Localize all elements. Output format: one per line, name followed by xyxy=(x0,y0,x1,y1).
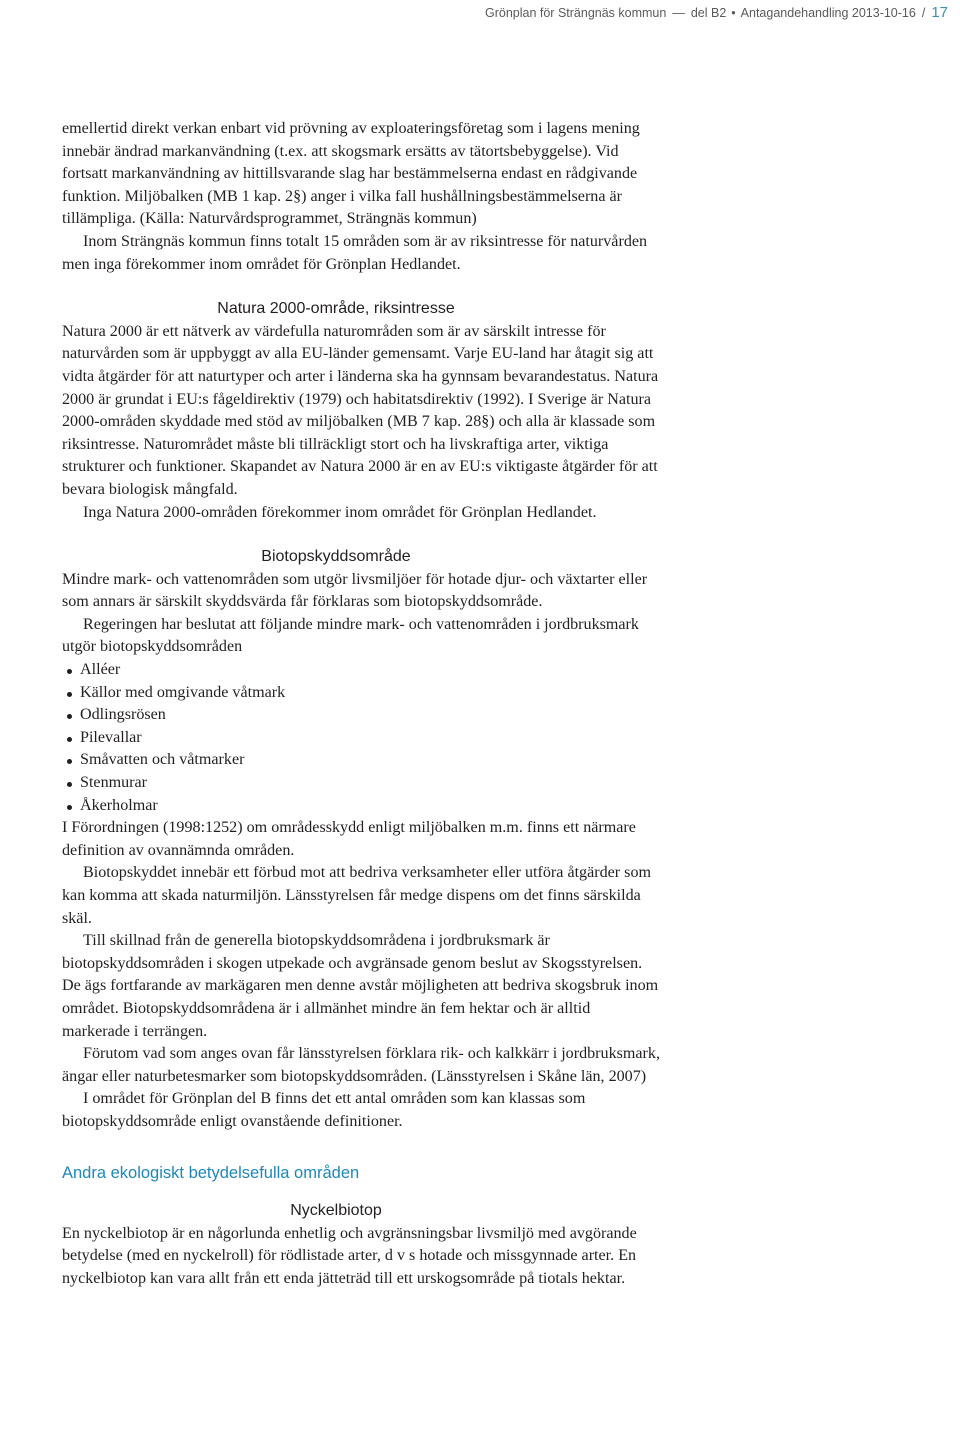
nyckel-heading: Nyckelbiotop xyxy=(290,1202,382,1220)
spacer xyxy=(62,524,662,546)
biotop-list xyxy=(62,659,662,817)
list-item: Stenmurar xyxy=(80,772,662,795)
section-heading-andra: Andra ekologiskt betydelsefulla områden xyxy=(62,1163,360,1182)
nyckel-paragraph-1: En nyckelbiotop är en någorlunda enhetlig och avgränsningsbar livsmiljö med avgörande betydelse (med en nyckelroll) för rödlistade arter, d v s hotade och missgynnade arter. En nyckelbiotop kan vara allt från ett enda jätteträd till ett urskogsområde på tiotals hektar. xyxy=(62,1224,637,1287)
natura-heading: Natura 2000-område, riksintresse xyxy=(217,300,455,318)
list-item: Åkerholmar xyxy=(80,795,662,818)
page-number: 17 xyxy=(931,4,948,21)
spacer xyxy=(62,1134,662,1162)
spacer xyxy=(62,276,662,298)
list-item: Småvatten och våtmarker xyxy=(80,749,662,772)
biotop-paragraph-1: Mindre mark- och vattenområden som utgör livsmiljöer för hotade djur- och växtarter eller som annars är särskilt skyddsvärda får förklaras som biotopskyddsområde. xyxy=(62,570,648,611)
document-part: del B2 xyxy=(690,6,727,20)
document-status: Antagandehandling 2013-10-16 xyxy=(740,6,916,20)
biotop-heading: Biotopskyddsområde xyxy=(261,548,411,566)
list-item: Pilevallar xyxy=(80,727,662,750)
spacer xyxy=(62,1184,662,1200)
list-item: Källor med omgivande våtmark xyxy=(80,682,662,705)
page-header xyxy=(485,4,948,21)
biotop-paragraph-6: Förutom vad som anges ovan får länsstyrelsen förklara rik- och kalkkärr i jordbruksmark, ängar eller naturbetesmarker som biotopskyddsområden. (Länsstyrelsen i Skåne län, 2007) xyxy=(62,1045,660,1085)
biotop-paragraph-5: Till skillnad från de generella biotopskyddsområdena i jordbruksmark är biotopskyddsområden i skogen utpekade och avgränsade genom beslut av Skogsstyrelsen. De ägs fortfarande av markägaren men denne avstår möjligheten att bedriva skogsbruk inom området. Biotopskyddsområdena är i allmänhet mindre än fem hektar och är alltid markerade i terrängen. xyxy=(62,932,659,1040)
intro-paragraph-1: emellertid direkt verkan enbart vid prövning av exploateringsföretag som i lagens mening innebär ändrad markanvändning (t.ex. att skogsmark ersätts av tätortsbebyggelse). Vid fortsatt markanvändning av hittillsvarande slag har bestämmelserna endast en rådgivande funktion. Miljöbalken (MB 1 kap. 2§) anger i vilka fall hushållningsbestämmelserna är tillämpliga. (Källa: Naturvårdsprogrammet, Strängnäs kommun) xyxy=(62,120,640,228)
biotop-paragraph-2: Regeringen har beslutat att följande mindre mark- och vattenområden i jordbruksmark utgör biotopskyddsområden xyxy=(62,615,639,656)
natura-paragraph-2: Inga Natura 2000-områden förekommer inom området för Grönplan Hedlandet. xyxy=(83,503,597,521)
biotop-paragraph-4: Biotopskyddet innebär ett förbud mot att bedriva verksamheter eller utföra åtgärder som kan komma att skada naturmiljön. Länsstyrelsen får medge dispens om det finns särskilda skäl. xyxy=(62,864,652,927)
header-slash: / xyxy=(921,6,926,20)
biotop-paragraph-7: I området för Grönplan del B finns det ett antal områden som kan klassas som biotopskyddsområde enligt ovanstående definitioner. xyxy=(62,1090,586,1130)
main-content xyxy=(62,118,662,1291)
document-title: Grönplan för Strängnäs kommun xyxy=(484,6,667,20)
list-item: Odlingsrösen xyxy=(80,704,662,727)
intro-paragraph-2: Inom Strängnäs kommun finns totalt 15 områden som är av riksintresse för naturvården men inga förekommer inom området för Grönplan Hedlandet. xyxy=(62,232,648,273)
header-bullet: • xyxy=(731,6,736,20)
header-separator: — xyxy=(672,6,685,20)
natura-paragraph-1: Natura 2000 är ett nätverk av värdefulla naturområden som är av särskilt intresse för naturvården som är uppbyggt av alla EU-länder gemensamt. Varje EU-land har åtagit sig att vidta åtgärder för att naturtyper och arter i länderna ska ha gynnsam bevarandestatus. Natura 2000 är grundat i EU:s fågeldirektiv (1979) och habitatsdirektiv (1992). I Sverige är Natura 2000-områden skyddade med stöd av miljöbalken (MB 7 kap. 28§) och alla är klassade som riksintresse. Naturområdet måste bli tillräckligt stort och ha livskraftiga arter, viktiga strukturer och funktioner. Skapandet av Natura 2000 är en av EU:s viktigaste åtgärder för att bevara biologisk mångfald. xyxy=(62,322,659,498)
biotop-paragraph-3: I Förordningen (1998:1252) om områdesskydd enligt miljöbalken m.m. finns ett närmare definition av ovannämnda områden. xyxy=(62,819,636,859)
list-item: Alléer xyxy=(80,659,662,682)
